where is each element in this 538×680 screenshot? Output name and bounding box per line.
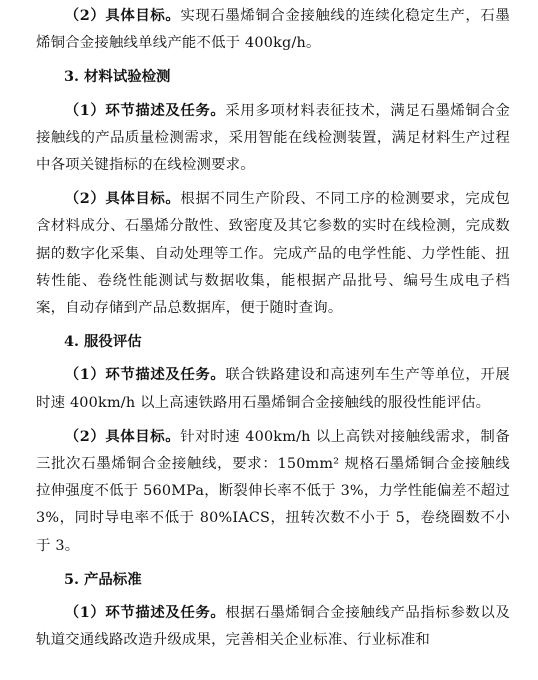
paragraph-text: 采用多项材料表征技术，满足石墨烯铜合金接触线的产品质量检测需求，采用智能在线检测装置，满足材料生产过程中各项关键指标的在线检测要求。 bbox=[36, 102, 510, 174]
paragraph-lead: （1）环节描述及任务。 bbox=[64, 604, 226, 622]
paragraph-lead: （1）环节描述及任务。 bbox=[64, 101, 226, 119]
section-heading-service-evaluation: 4. 服役评估 bbox=[64, 333, 142, 351]
paragraph-evaluation-target bbox=[36, 423, 510, 560]
paragraph-standard-task bbox=[36, 599, 510, 654]
section-heading-testing: 3. 材料试验检测 bbox=[64, 68, 171, 86]
paragraph-text: 联合铁路建设和高速列车生产等单位，开展时速 400km/h 以上高速铁路用石墨烯铜合金接触线的服役性能评估。 bbox=[36, 367, 510, 411]
paragraph-lead: （1）环节描述及任务。 bbox=[64, 366, 226, 384]
paragraph-text: 根据石墨烯铜合金接触线产品指标参数以及轨道交通线路改造升级成果，完善相关企业标准、行业标准和 bbox=[36, 605, 510, 649]
paragraph-lead: （2）具体目标。 bbox=[64, 7, 181, 24]
document-page bbox=[36, 0, 510, 654]
paragraph-lead: （2）具体目标。 bbox=[64, 427, 181, 445]
paragraph-text: 针对时速 400km/h 以上高铁对接触线需求，制备三批次石墨烯铜合金接触线，要求：150mm² 规格石墨烯铜合金接触线拉伸强度不低于 560MPa，断裂伸长率不低于 3%，力学性能偏差不超过 3%，同时导电率不低于 80%IACS，扭转次数不小于 5，卷绕圈数不小于 3。 bbox=[36, 428, 510, 554]
paragraph-testing-task bbox=[36, 97, 510, 180]
section-heading-product-standard: 5. 产品标准 bbox=[64, 570, 142, 588]
paragraph-text: 根据不同生产阶段、不同工序的检测要求，完成包含材料成分、石墨烯分散性、致密度及其它参数的实时在线检测，完成数据的数字化采集、自动处理等工作。完成产品的电学性能、力学性能、扭转性能、卷绕性能测试与数据收集，能根据产品批号、编号生成电子档案，自动存储到产品总数据库，便于随时查询。 bbox=[36, 191, 510, 317]
paragraph-text: 实现石墨烯铜合金接触线的连续化稳定生产，石墨烯铜合金接触线单线产能不低于 400kg/h。 bbox=[36, 8, 510, 52]
paragraph-production-target bbox=[36, 2, 510, 57]
paragraph-evaluation-task bbox=[36, 361, 510, 416]
paragraph-testing-target bbox=[36, 185, 510, 322]
paragraph-lead: （2）具体目标。 bbox=[64, 190, 181, 208]
